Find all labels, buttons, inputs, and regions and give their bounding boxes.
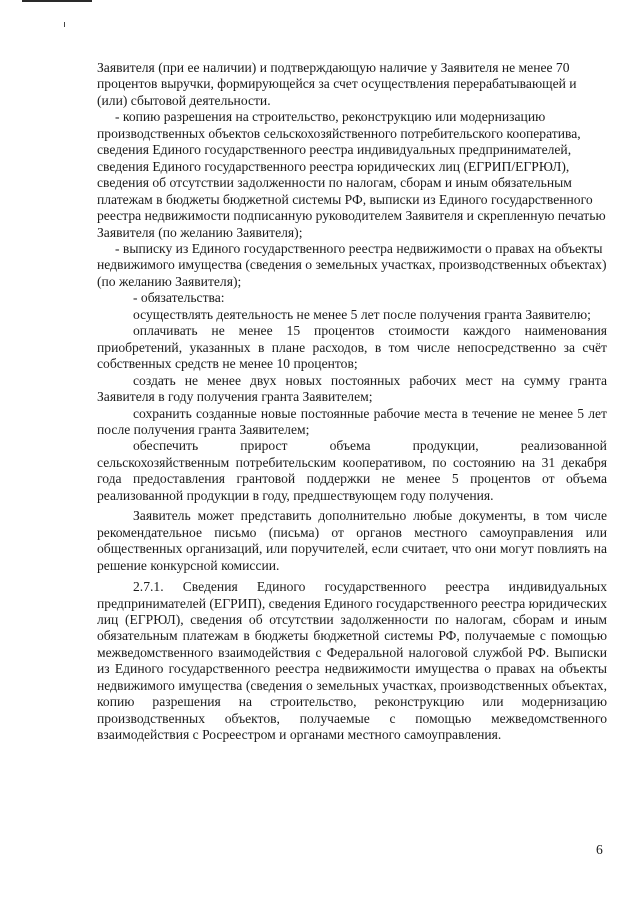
scan-edge-mark [22,0,92,2]
page-number: 6 [596,842,603,857]
word: объема [329,438,371,454]
paragraph-obligation-activity: осуществлять деятельность не менее 5 лет после получения гранта Заявителю; [133,306,591,322]
paragraph-obligation-jobs: создать не менее двух новых постоянных рабочих мест на сумму гранта Заявителя в году получения гранта Заявителем; [97,372,607,405]
paragraph-obligation-payment: оплачивать не менее 15 процентов стоимости каждого наименования приобретений, указанных в плане расходов, в том числе непосредственно за счёт собственных средств не менее 10 процентов; [97,323,607,372]
paragraph-obligation-keep-jobs: сохранить созданные новые постоянные рабочие места в течение не менее 5 лет после получения гранта Заявителем; [97,405,607,437]
word: обеспечить [133,438,199,454]
word: реализованной [520,438,607,454]
paragraph-additional-documents: Заявитель может представить дополнительно любые документы, в том числе рекомендательное письмо (письма) от органов местного самоуправления или общественных организаций, или поручителей, если считает, что они могут повлиять на решение конкурсной комиссии. [97,508,607,573]
paragraph-obligation-growth: сельскохозяйственным потребительским кооперативом, по состоянию на 31 декабря года предоставления грантовой поддержки не менее 5 процентов от объема реализованной продукции в году, предшествующем году получения. [97,454,607,503]
paragraph-construction-permit: - копию разрешения на строительство, реконструкцию или модернизацию производственных объектов сельскохозяйственного потребительского кооператива, сведения Единого государственного реестра индивидуальных предпринимателей, сведения Единого государственного реестра юридических лиц (ЕГРИП/ЕГРЮЛ), сведения об отсутствии задолженности по налогам, сборам и иным обязательным платежам в бюджеты бюджетной системы РФ, выписки из Единого государственного реестра недвижимости подписанную руководителем Заявителя и скрепленную печатью Заявителя (по желанию Заявителя); [97,109,606,240]
scan-speck [64,22,65,27]
paragraph-obligations-heading: - обязательства: [133,290,225,306]
word: продукции, [412,438,479,454]
word: прирост [240,438,288,454]
paragraph-applicant-revenue: Заявителя (при ее наличии) и подтверждающую наличие у Заявителя не менее 70 процентов выручки, формирующейся за счет осуществления перерабатывающей и (или) сбытовой деятельности. [97,60,577,108]
paragraph-section-2-7-1: 2.7.1. Сведения Единого государственного реестра индивидуальных предпринимателей (ЕГРИП), сведения Единого государственного реестра юридических лиц (ЕГРЮЛ), сведения об отсутствии задолженности по налогам, сборам и иным обязательным платежам в бюджеты бюджетной системы РФ, получаемые с помощью межведомственного взаимодействия с Федеральной налоговой службой РФ. Выписки из Единого государственного реестра недвижимости имущества о правах на объекты недвижимого имущества (сведения о земельных участках, производственных объектах, копию разрешения на строительство, реконструкцию или модернизацию производственных объектов, получаемые с помощью межведомственного взаимодействия с Росреестром и органами местного самоуправления. [97,579,607,743]
paragraph-real-estate-extract: - выписку из Единого государственного реестра недвижимости о правах на объекты недвижимого имущества (сведения о земельных участках, производственных объектах) (по желанию Заявителя); [97,240,607,289]
document-page [97,60,607,744]
paragraph-obligation-growth-first-line [97,438,607,454]
